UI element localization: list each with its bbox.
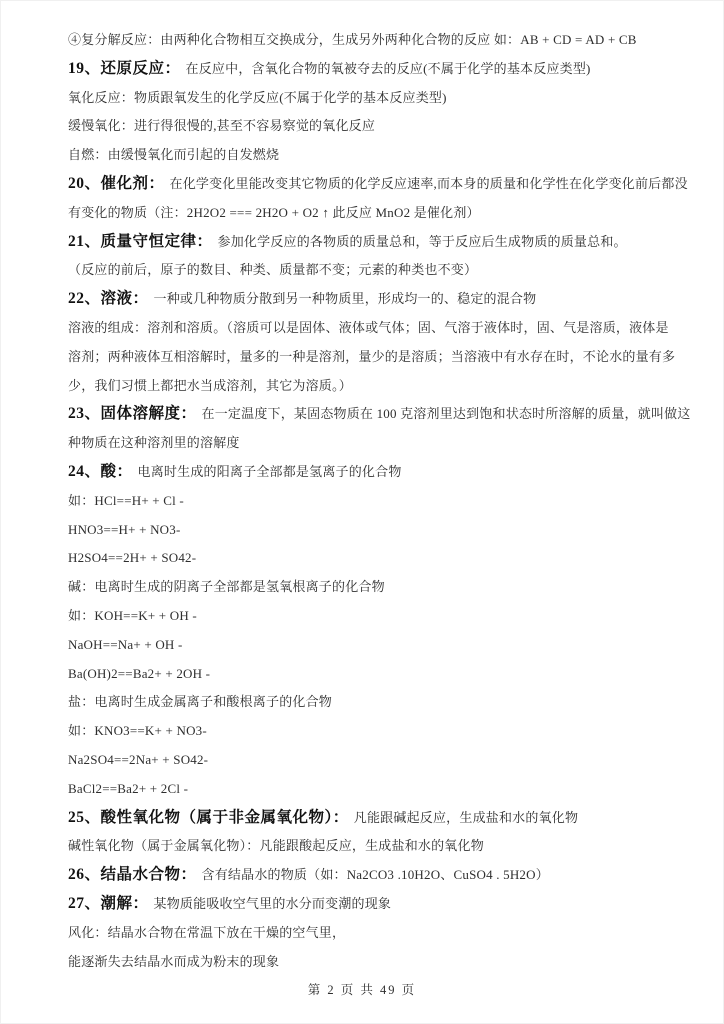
line-text: 如：KOH==K+ + OH - [68, 607, 197, 623]
line-text: 一种或几种物质分散到另一种物质里，形成均一的、稳定的混合物 [153, 291, 537, 307]
text-line [68, 602, 664, 631]
line-text: 参加化学反应的各物质的质量总和，等于反应后生成物质的质量总和。 [217, 233, 627, 249]
line-text: 电离时生成的阳离子全部都是氢离子的化合物 [137, 463, 402, 479]
line-text: 在化学变化里能改变其它物质的化学反应速率,而本身的质量和化学性在化学变化前后都没 [169, 175, 688, 191]
line-text: 溶液的组成：溶剂和溶质。（溶质可以是固体、液体或气体；固、气溶于液体时，固、气是溶质，液体是 [68, 319, 669, 335]
line-text: 含有结晶水的物质（如：Na2CO3 .10H2O、CuSO4 . 5H2O） [201, 867, 549, 883]
text-line [68, 544, 664, 573]
line-text: 凡能跟碱起反应，生成盐和水的氧化物 [353, 809, 579, 825]
text-line [68, 746, 664, 775]
text-line [68, 832, 664, 861]
text-line [68, 343, 676, 372]
line-text: ④复分解反应：由两种化合物相互交换成分，生成另外两种化合物的反应 如：AB + CD = AD + CB [68, 32, 637, 47]
text-line [68, 314, 669, 343]
text-line [68, 84, 664, 113]
text-line [68, 717, 664, 746]
term-heading: 24、酸： [68, 462, 133, 480]
text-line [68, 199, 664, 228]
line-text: 少，我们习惯上都把水当成溶剂，其它为溶质。） [68, 377, 352, 393]
line-text: 缓慢氧化：进行得很慢的,甚至不容易察觉的氧化反应 [68, 118, 376, 134]
line-text: 溶剂；两种液体互相溶解时，量多的一种是溶剂，量少的是溶质；当溶液中有水存在时，不论水的量有多 [68, 348, 676, 364]
term-heading: 21、质量守恒定律： [68, 232, 213, 250]
text-line [68, 660, 664, 689]
text-line [68, 688, 664, 717]
text-line [68, 141, 664, 170]
line-text: Ba(OH)2==Ba2+ + 2OH - [68, 665, 211, 681]
term-heading: 25、酸性氧化物（属于非金属氧化物）： [68, 808, 349, 826]
text-line [68, 400, 691, 429]
line-text: 氧化反应：物质跟氧发生的化学反应(不属于化学的基本反应类型) [68, 89, 447, 105]
term-heading: 27、潮解： [68, 894, 149, 912]
line-text: 如：HCl==H+ + Cl - [68, 492, 184, 508]
line-text: 风化：结晶水合物在常温下放在干燥的空气里， [68, 924, 346, 940]
text-line [68, 775, 664, 804]
text-line [68, 861, 664, 890]
text-line [68, 228, 664, 257]
term-heading: 26、结晶水合物： [68, 866, 197, 884]
line-text: Na2SO4==2Na+ + SO42- [68, 751, 209, 767]
text-line [68, 516, 664, 545]
line-text: 碱：电离时生成的阴离子全部都是氢氧根离子的化合物 [68, 579, 385, 595]
line-text: 有变化的物质（注：2H2O2 === 2H2O + O2 ↑ 此反应 MnO2 是催化剂） [68, 204, 480, 220]
line-text: BaCl2==Ba2+ + 2Cl - [68, 780, 189, 796]
term-heading: 20、催化剂： [68, 174, 165, 192]
text-line [68, 256, 664, 285]
term-heading: 23、固体溶解度： [68, 405, 197, 423]
line-text: H2SO4==2H+ + SO42- [68, 550, 197, 566]
text-line [68, 170, 688, 199]
line-text: 自燃：由缓慢氧化而引起的自发燃烧 [68, 147, 280, 163]
line-text: HNO3==H+ + NO3- [68, 521, 181, 537]
text-line [68, 487, 664, 516]
text-line [68, 372, 664, 401]
term-heading: 22、溶液： [68, 290, 149, 308]
text-line [68, 631, 664, 660]
text-line [68, 948, 664, 977]
line-text: NaOH==Na+ + OH - [68, 636, 183, 652]
text-line [68, 919, 664, 948]
document-body [68, 26, 691, 976]
text-line [68, 26, 664, 55]
text-line [68, 458, 664, 487]
text-line [68, 804, 664, 833]
line-text: 某物质能吸收空气里的水分而变潮的现象 [153, 895, 392, 911]
term-heading: 19、还原反应： [68, 59, 181, 77]
line-text: 能逐渐失去结晶水而成为粉末的现象 [68, 953, 280, 969]
line-text: 如：KNO3==K+ + NO3- [68, 723, 207, 739]
text-line [68, 890, 664, 919]
line-text: 在一定温度下，某固态物质在 100 克溶剂里达到饱和状态时所溶解的质量，就叫做这 [201, 406, 691, 422]
line-text: 碱性氧化物（属于金属氧化物）：凡能跟酸起反应，生成盐和水的氧化物 [68, 838, 484, 854]
text-line [68, 112, 664, 141]
text-line [68, 285, 664, 314]
line-text: 在反应中，含氧化合物的氧被夺去的反应(不属于化学的基本反应类型) [185, 60, 591, 76]
text-line [68, 429, 664, 458]
text-line [68, 55, 664, 84]
page-footer: 第 2 页 共 49 页 [307, 983, 417, 997]
text-line [68, 573, 664, 602]
line-text: 种物质在这种溶剂里的溶解度 [68, 435, 240, 451]
line-text: 盐：电离时生成金属离子和酸根离子的化合物 [68, 694, 333, 710]
line-text: （反应的前后，原子的数目、种类、质量都不变；元素的种类也不变） [68, 262, 478, 278]
